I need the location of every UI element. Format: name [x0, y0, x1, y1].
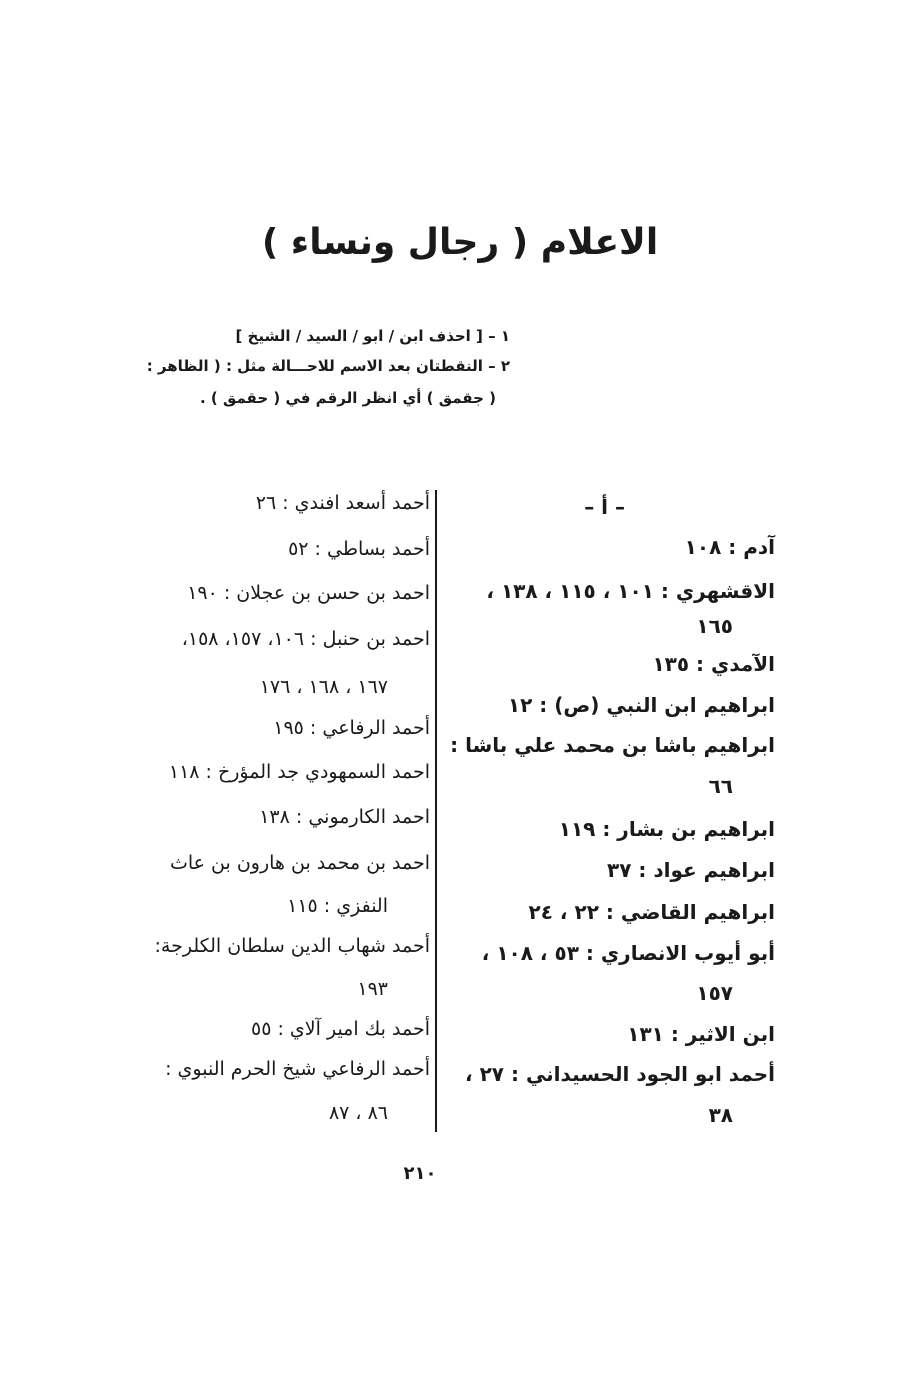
note-line: ( جقمق ) أي انظر الرقم في ( حقمق ) .: [199, 389, 496, 407]
index-entry: احمد بن محمد بن هارون بن عاث: [170, 852, 430, 874]
index-entry: الاقشهري : ١٠١ ، ١١٥ ، ١٣٨ ،: [486, 579, 775, 603]
index-entry: الآمدي : ١٣٥: [652, 652, 775, 676]
index-entry-continuation: النفزي : ١١٥: [287, 895, 388, 917]
page-number: ٢١٠: [403, 1163, 437, 1184]
index-entry: احمد بن حسن بن عجلان : ١٩٠: [187, 582, 430, 604]
note-line: ٢ – النقطتان بعد الاسم للاحـــالة مثل : ( الظاهر :: [146, 357, 510, 375]
index-entry-continuation: ١٦٥: [696, 614, 733, 638]
index-entry: ابراهيم ابن النبي (ص) : ١٢: [507, 693, 775, 717]
index-entry: أحمد شهاب الدين سلطان الكلرجة:: [154, 935, 430, 957]
index-entry: أحمد ابو الجود الحسيداني : ٢٧ ،: [465, 1062, 775, 1086]
index-entry: ابراهيم عواد : ٣٧: [606, 858, 775, 882]
index-entry: أحمد أسعد افندي : ٢٦: [255, 492, 430, 514]
index-entry-continuation: ٦٦: [708, 774, 733, 798]
section-heading: – أ –: [584, 495, 625, 519]
index-entry: أحمد بساطي : ٥٢: [288, 538, 430, 560]
index-entry-continuation: ١٩٣: [357, 978, 388, 1000]
index-entry: أبو أيوب الانصاري : ٥٣ ، ١٠٨ ،: [481, 941, 775, 965]
index-entry: ابراهيم القاضي : ٢٢ ، ٢٤: [528, 900, 775, 924]
index-entry: احمد بن حنبل : ١٠٦، ١٥٧، ١٥٨،: [181, 628, 430, 650]
index-entry: احمد الكارموني : ١٣٨: [259, 806, 430, 828]
index-entry: ابراهيم باشا بن محمد علي باشا :: [450, 733, 775, 757]
column-divider: [435, 490, 437, 1132]
index-entry-continuation: ١٥٧: [696, 981, 733, 1005]
index-entry-continuation: ٨٦ ، ٨٧: [328, 1102, 388, 1124]
page-title: الاعلام ( رجال ونساء ): [261, 222, 659, 263]
index-entry: أحمد بك امير آلاي : ٥٥: [251, 1018, 430, 1040]
index-entry-continuation: ١٦٧ ، ١٦٨ ، ١٧٦: [259, 676, 388, 698]
index-entry: أحمد الرفاعي : ١٩٥: [273, 717, 430, 739]
index-entry: ابن الاثير : ١٣١: [627, 1022, 775, 1046]
index-entry-continuation: ٣٨: [708, 1103, 733, 1127]
note-line: ١ – [ احذف ابن / ابو / السيد / الشيخ ]: [235, 327, 510, 345]
index-entry: آدم : ١٠٨: [684, 535, 775, 559]
index-entry: ابراهيم بن بشار : ١١٩: [558, 817, 775, 841]
index-entry: أحمد الرفاعي شيخ الحرم النبوي :: [165, 1058, 430, 1080]
index-entry: احمد السمهودي جد المؤرخ : ١١٨: [168, 761, 430, 783]
